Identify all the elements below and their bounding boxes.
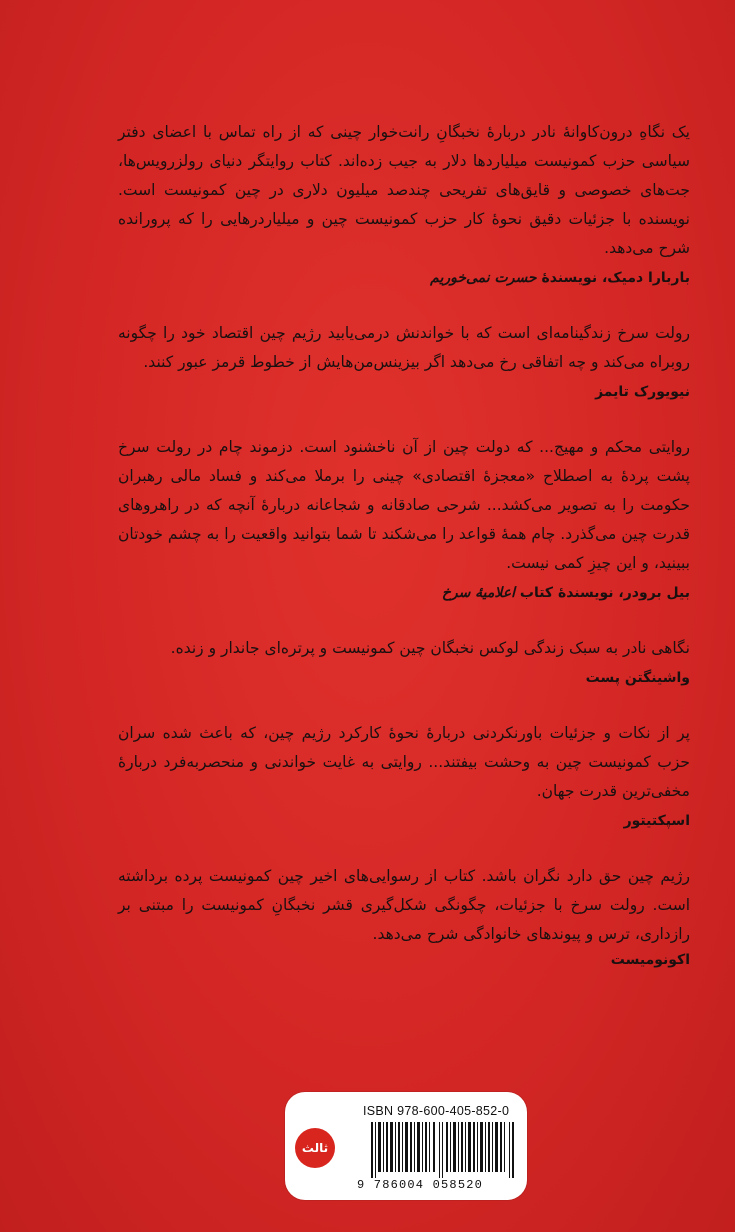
blurb-attribution (118, 381, 690, 403)
blurb-text: رژیم چین حق دارد نگران باشد. کتاب از رسوایی‌های اخیر چین کمونیست پرده برداشته است. رولت سرخ با جزئیات، چگونگی شکل‌گیری قشر نخبگانِ کمونیست را مبتنی بر رازداری، ترس و پیوندهای خانوادگی شرح می‌دهد. (118, 867, 690, 943)
blurb-text: نگاهی نادر به سبک زندگی لوکس نخبگان چین کمونیست و پرتره‌ای جاندار و زنده. (170, 639, 690, 657)
attribution-author: واشینگتن پست (585, 670, 690, 686)
blurb-text: روایتی محکم و مهیج... که دولت چین از آن ناخشنود است. دزموند چام در رولت سرخ پشت پردهٔ به اصطلاح «معجزهٔ اقتصادی» چینی را برملا می‌کند و فساد مالی رهبران حکومت را به تصویر می‌کشد... شرحی صادقانه و شجاعانه دربارهٔ آنچه که در راهروهای قدرت چین می‌گذرد. چام همهٔ قواعد را می‌شکند تا شما بتوانید واقعیت را به چشم خودتان ببینید، و این چیزِ کمی نیست. (118, 438, 690, 572)
blurbs-column (118, 118, 690, 1001)
attribution-author: نیویورک تایمز (595, 384, 690, 400)
attribution-book: حسرت نمی‌خوریم (430, 270, 537, 286)
blurb-text: پر از نکات و جزئیات باورنکردنی دربارهٔ نحوهٔ کارکرد رژیم چین، که باعث شده سران حزب کمونیست چین به وحشت بیفتند... روایتی به غایت خواندنی و منحصربه‌فرد دربارهٔ مخفی‌ترین قدرت جهان. (118, 724, 690, 800)
blurb-text: یک نگاهِ درون‌کاوانهٔ نادر دربارهٔ نخبگانِ رانت‌خوار چینی که از راه تماس با اعضای دفتر سیاسی حزب کمونیست میلیاردها دلار به جیب زده‌اند. کتاب روایتگر دنیای رولزرویس‌ها، جت‌های خصوصی و قایق‌های تفریحی چندصد میلیون دلاری در چین کمونیست است. نویسنده با جزئیات دقیق نحوهٔ کار حزب کمونیست چین و میلیاردرهایی را که پرورانده شرح می‌دهد. (118, 123, 690, 257)
barcode-digits: 9 786004 058520 (357, 1178, 484, 1192)
attribution-book: اعلامیهٔ سرخ (441, 585, 516, 601)
blurb-attribution (118, 582, 690, 604)
attribution-author: اسپکتیتور (623, 813, 690, 829)
blurb-attribution (118, 810, 690, 832)
attribution-author: باربارا دمیک، نویسندهٔ (541, 270, 690, 286)
isbn-barcode-box (285, 1092, 527, 1200)
publisher-logo: ثالث (295, 1128, 335, 1168)
isbn-label: ISBN 978-600-405-852-0 (363, 1104, 510, 1118)
blurb-attribution (118, 667, 690, 689)
attribution-author: بیل برودر، نویسندهٔ کتاب (519, 585, 690, 601)
blurb-text: رولت سرخ زندگینامه‌ای است که با خواندنش درمی‌یابید رژیم چین اقتصاد خود را چگونه روبراه می‌کند و چه اتفاقی رخ می‌دهد اگر بیزینس‌من‌هایش از خطوط قرمز عبور کنند. (118, 324, 690, 371)
blurb-attribution (118, 949, 690, 971)
attribution-author: اکونومیست (610, 952, 690, 968)
barcode-icon (371, 1122, 515, 1178)
blurb-attribution (118, 267, 690, 289)
